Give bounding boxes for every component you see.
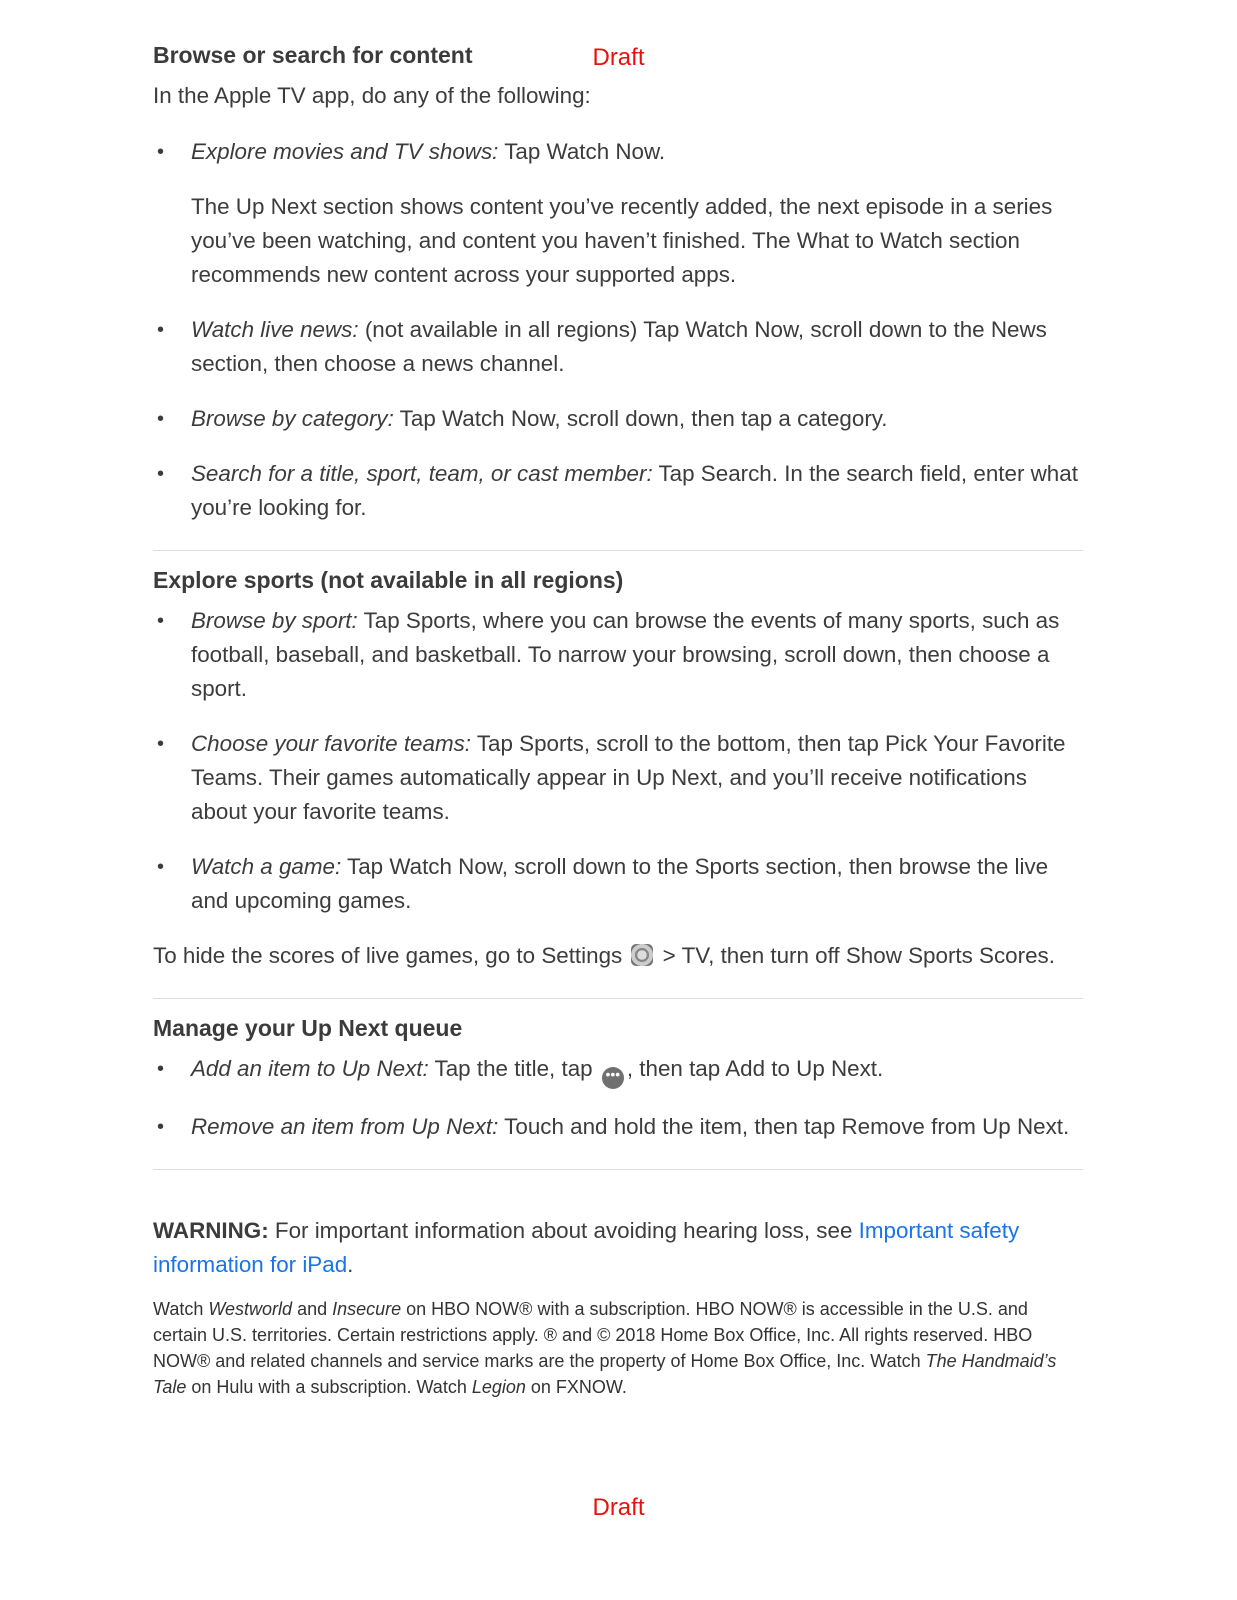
item-label: Choose your favorite teams: [191, 731, 472, 756]
item-label: Explore movies and TV shows: [191, 139, 499, 164]
item-text: Tap the title, tap [428, 1056, 599, 1081]
item-label: Browse by category: [191, 406, 394, 431]
sports-list [153, 604, 1083, 918]
legal-title: Legion [471, 1377, 526, 1397]
item-label: Browse by sport: [191, 608, 358, 633]
legal-notice [153, 1296, 1083, 1400]
browse-list [153, 135, 1083, 169]
item-text: Tap Watch Now, scroll down to the Sports section, then browse the live and upcoming games. [191, 854, 1049, 913]
warning-label: WARNING: [153, 1218, 269, 1243]
legal-text: on Hulu with a subscription. Watch [186, 1377, 472, 1397]
list-item [153, 402, 1083, 436]
draft-watermark-bottom: Draft [592, 1494, 645, 1521]
legal-title: The Handmaid’s Tale [153, 1351, 1057, 1397]
note-text: To hide the scores of live games, go to Settings [153, 943, 629, 968]
item-text: Tap Sports, scroll to the bottom, then tap Pick Your Favorite Teams. Their games automatically appear in Up Next, and you’ll receive notifications about your favorite teams. [191, 731, 1066, 824]
browse-intro: In the Apple TV app, do any of the following: [153, 83, 591, 108]
item-label: Search for a title, sport, team, or cast member: [191, 461, 653, 486]
list-item [153, 135, 1083, 169]
list-item [153, 457, 1083, 525]
section-title-sports: Explore sports (not available in all regions) [153, 567, 624, 593]
warning-text: For important information about avoiding hearing loss, see [268, 1218, 859, 1243]
divider [153, 1169, 1083, 1170]
hearing-warning [153, 1214, 1083, 1282]
list-item [153, 727, 1083, 829]
divider [153, 550, 1083, 551]
item-text: Tap Watch Now, scroll down, then tap a category. [393, 406, 888, 431]
legal-title: Westworld [208, 1299, 293, 1319]
legal-text: on HBO NOW® with a subscription. HBO NOW® is accessible in the U.S. and certain U.S. territories. Certain restrictions apply. ® and © 2018 Home Box Office, Inc. All rights reserved. HBO NOW® and related channels and service marks are the property of Home Box Office, Inc. Watch [153, 1299, 1033, 1371]
more-icon: ••• [602, 1067, 624, 1089]
item-label: Remove an item from Up Next: [191, 1114, 499, 1139]
legal-title: Insecure [332, 1299, 402, 1319]
hide-scores-note [153, 939, 1083, 973]
legal-text: Watch [153, 1299, 209, 1319]
item-text: Tap Search. In the search field, enter what you’re looking for. [191, 461, 1078, 520]
settings-icon [631, 944, 653, 966]
item-label: Watch a game: [191, 854, 342, 879]
section-title-browse: Browse or search for content [153, 42, 473, 68]
section-title-up-next: Manage your Up Next queue [153, 1015, 463, 1041]
item-label: Watch live news: [191, 317, 359, 342]
list-item [153, 1110, 1083, 1144]
item-label: Add an item to Up Next: [191, 1056, 429, 1081]
warning-end: . [347, 1252, 354, 1277]
page-content [153, 40, 1083, 1400]
browse-list-continued [153, 313, 1083, 525]
item-text: Tap Sports, where you can browse the events of many sports, such as football, baseball, and basketball. To narrow your browsing, scroll down, then choose a sport. [191, 608, 1060, 701]
legal-text: and [292, 1299, 333, 1319]
item-text-end: , then tap Add to Up Next. [626, 1056, 884, 1081]
item-text: Tap Watch Now. [498, 139, 666, 164]
divider [153, 998, 1083, 999]
note-text-end: > TV, then turn off Show Sports Scores. [656, 943, 1055, 968]
list-item [153, 604, 1083, 706]
item-text: (not available in all regions) Tap Watch Now, scroll down to the News section, then choose a news channel. [191, 317, 1047, 376]
up-next-list [153, 1052, 1083, 1144]
list-item [153, 850, 1083, 918]
draft-watermark-top: Draft [592, 44, 645, 71]
safety-info-link[interactable]: Important safety information for iPad [153, 1218, 1020, 1277]
list-item [153, 1052, 1083, 1089]
up-next-description: The Up Next section shows content you’ve recently added, the next episode in a series you’ve been watching, and content you haven’t finished. The What to Watch section recommends new content across your supported apps. [191, 194, 1053, 287]
item-text: Touch and hold the item, then tap Remove from Up Next. [498, 1114, 1070, 1139]
legal-text: on FXNOW. [525, 1377, 627, 1397]
list-item [153, 313, 1083, 381]
